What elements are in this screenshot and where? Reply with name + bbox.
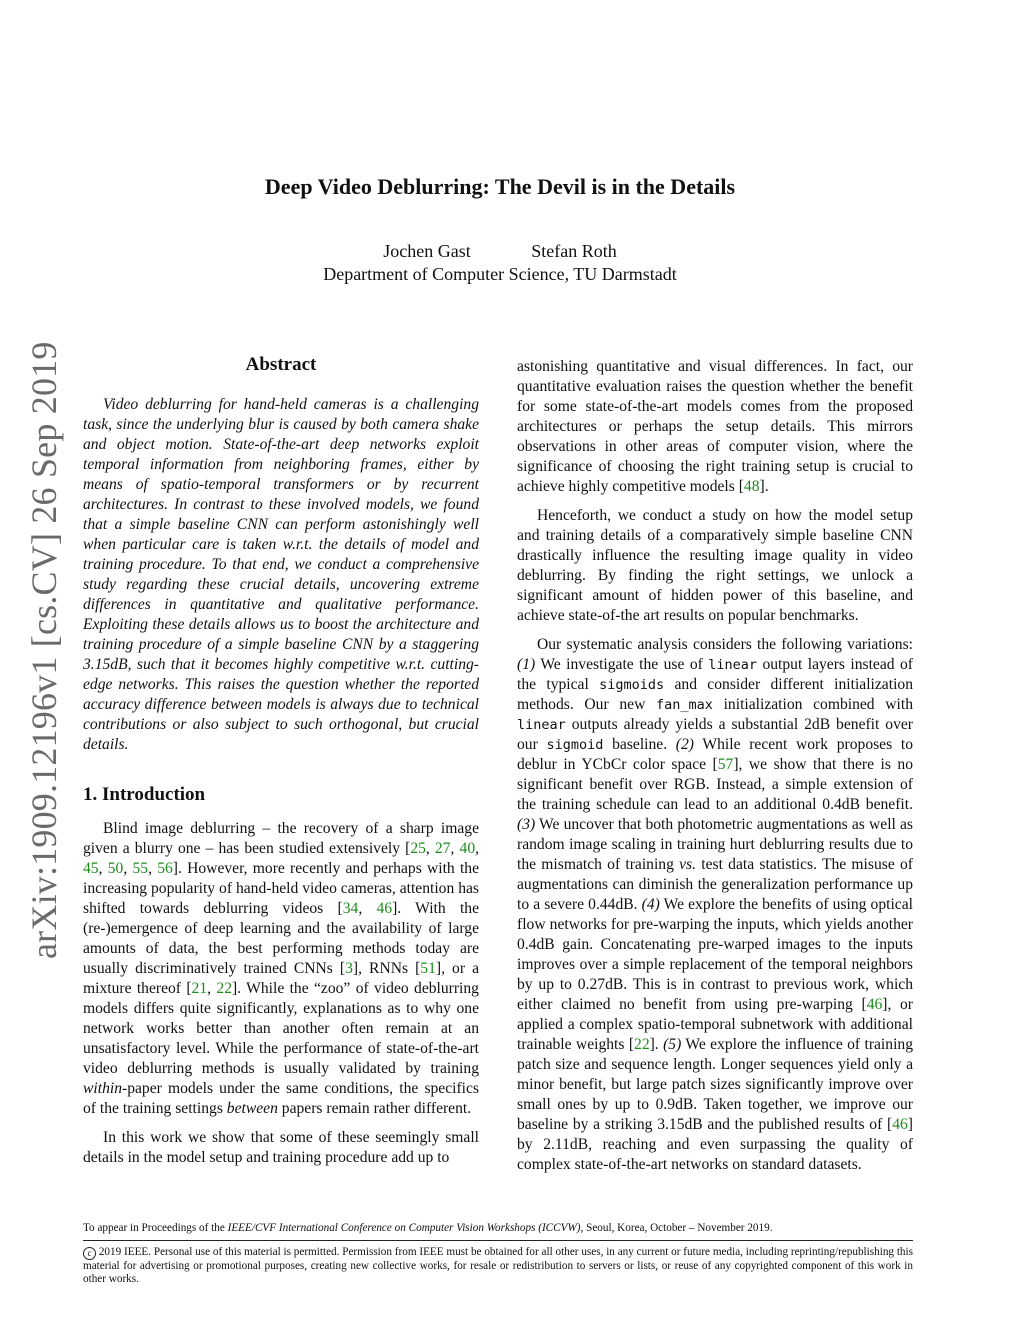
abstract-heading: Abstract (245, 354, 317, 375)
citation-link[interactable]: 22 (216, 980, 232, 997)
author-name: Stefan Roth (531, 241, 617, 261)
citation-link[interactable]: 27 (434, 840, 451, 857)
citation-link[interactable]: 3 (345, 960, 353, 977)
citation-link[interactable]: 46 (376, 900, 393, 917)
right-paragraph-1: astonishing quantitative and visual differences. In fact, our quantitative evaluation raises the question whether the benefit for some state-of-the-art models comes from the proposed architectures or perhaps the setup details. This mirrors observations in other areas of computer vision, where the significance of choosing the right training setup is crucial to achieve highly competitive models [48]. (517, 358, 913, 495)
citation-link[interactable]: 55 (132, 860, 149, 877)
affiliation: Department of Computer Science, TU Darmstadt (323, 264, 677, 284)
right-paragraph-2: Henceforth, we conduct a study on how the model setup and training details of a comparatively simple baseline CNN drastically influence the resulting image quality in video deblurring. By finding the right settings, we unlock a significant amount of hidden power of this baseline, and achieve state-of-the art results on popular benchmarks. (517, 507, 913, 624)
paper-title: Deep Video Deblurring: The Devil is in the Details (264, 174, 736, 199)
citation-link[interactable]: 46 (866, 996, 883, 1013)
author-list (0, 241, 1000, 262)
author-name: Jochen Gast (383, 241, 471, 261)
citation-link[interactable]: 22 (634, 1036, 650, 1053)
citation-link[interactable]: 48 (743, 478, 760, 495)
abstract-text: Video deblurring for hand-held cameras is a challenging task, since the underlying blur is caused by both camera shake and object motion. State-of-the-art deep networks exploit temporal information from neighboring frames, either by means of spatio-temporal transformers or by recurrent architectures. In contrast to these involved models, we found that a simple baseline CNN can perform astonishingly well when particular care is taken w.r.t. the details of model and training procedure. To that end, we conduct a comprehensive study regarding these crucial details, uncovering extreme differences in quantitative and qualitative performance. Exploiting these details allows us to boost the architecture and training procedure of a simple baseline CNN by a staggering 3.15dB, such that it becomes highly competitive w.r.t. cutting-edge networks. This raises the question whether the reported accuracy difference between models is always due to technical contributions or also subject to such orthogonal, but crucial details. (83, 396, 479, 753)
intro-paragraph-1: Blind image deblurring – the recovery of a sharp image given a blurry one – has been studied extensively [25, 27, 40, 45, 50, 55, 56]. However, more recently and perhaps with the increasing popularity of hand-held video cameras, attention has shifted towards deblurring videos [34, 46]. With the (re-)emergence of deep learning and the availability of large amounts of data, the best performing methods today are usually discriminatively trained CNNs [3], RNNs [51], or a mixture thereof [21, 22]. While the “zoo” of video deblurring models differs quite significantly, explanations as to why one network works better than another often remain at an unsatisfactory level. While the performance of state-of-the-art video deblurring methods is usually validated by training within-paper models under the same conditions, the specifics of the training settings between papers remain rather different. (83, 820, 480, 1117)
right-paragraph-3: Our systematic analysis considers the following variations: (1) We investigate the use of linear output layers instead of the typical sigmoids and consider different initialization methods. Our new fan_max initialization combined with linear outputs already yields a substantial 2dB benefit over our sigmoid baseline. (2) While recent work proposes to deblur in YCbCr color space [57], we show that there is no significant benefit over RGB. Instead, a simple extension of the training schedule can lead to an additional 0.4dB benefit. (3) We uncover that both photometric augmentations as well as random image scaling in training hurt deblurring results due to the mismatch of training vs. test data statistics. The misuse of augmentations can diminish the generalization performance up to a severe 0.44dB. (4) We explore the benefits of using optical flow networks for pre-warping the inputs, which yields another 0.4dB gain. Concatenating pre-warped images to the inputs improves over a simple replacement of the temporal neighbors by up to 0.27dB. This is in contrast to previous work, which either claimed no benefit from using pre-warping [46], or applied a complex spatio-temporal subnetwork with additional trainable weights [22]. (5) We explore the influence of training patch size and sequence length. Longer sequences yield only a minor benefit, but large patch sizes significantly improve over small ones by up to 0.9dB. Taken together, we improve our baseline by a striking 3.15dB and the published results of [46] by 2.11dB, reaching and even surpassing the quality of complex state-of-the-art networks on standard datasets. (517, 636, 914, 1173)
citation-link[interactable]: 46 (892, 1116, 908, 1133)
section-heading-introduction: 1. Introduction (83, 784, 206, 805)
citation-link[interactable]: 57 (717, 756, 734, 773)
arxiv-identifier: arXiv:1909.12196v1 [cs.CV] 26 Sep 2019 (24, 341, 64, 959)
copyright-icon: c (83, 1247, 96, 1260)
left-column (83, 355, 479, 1177)
copyright-notice: c 2019 IEEE. Personal use of this material is permitted. Permission from IEEE must be obtained for all other uses, in any current or future media, including reprinting/republishing this material for advertising or promotional purposes, creating new collective works, for resale or redistribution to servers or lists, or reuse of any copyrighted component of this work in other works. (83, 1246, 913, 1285)
citation-link[interactable]: 40 (459, 840, 476, 857)
citation-link[interactable]: 34 (342, 900, 359, 917)
citation-link[interactable]: 50 (107, 860, 124, 877)
citation-link[interactable]: 45 (83, 860, 99, 877)
venue-footnote: To appear in Proceedings of the IEEE/CVF International Conference on Computer Vision Workshops (ICCVW), Seoul, Korea, October – November 2019. (83, 1222, 773, 1234)
intro-paragraph-2: In this work we show that some of these seemingly small details in the model setup and training procedure add up to (83, 1129, 479, 1166)
citation-link[interactable]: 21 (191, 980, 208, 997)
citation-link[interactable]: 56 (157, 860, 173, 877)
footnote-divider (83, 1240, 913, 1241)
citation-link[interactable]: 51 (420, 960, 436, 977)
right-column (517, 357, 913, 1184)
citation-link[interactable]: 25 (410, 840, 426, 857)
